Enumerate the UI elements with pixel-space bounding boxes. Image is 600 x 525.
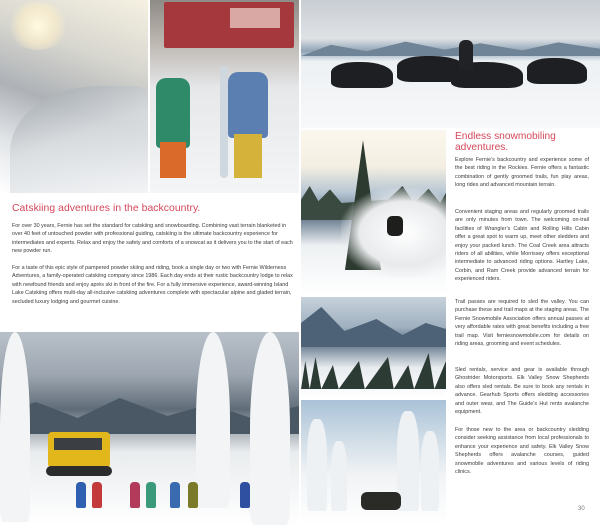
snow-covered-tree bbox=[421, 431, 439, 511]
snow-covered-tree bbox=[307, 419, 327, 511]
riders-group bbox=[361, 492, 401, 510]
skier-blue-jacket bbox=[228, 72, 268, 138]
snowcat-window bbox=[54, 438, 102, 450]
powder-spray bbox=[10, 86, 148, 193]
valley-view-photo bbox=[301, 297, 446, 398]
snowmobile bbox=[331, 62, 393, 88]
sled-rider bbox=[387, 216, 403, 236]
sun-glare bbox=[6, 2, 70, 50]
catskiing-paragraph-1: For over 30 years, Fernie has set the standard for catskiing and snowboarding. Combining vast terrain blanketed in over 40 feet of untouched powder with professional guiding, catskiing is the ultimate backcountry experience for intermediates and experts. Relax and enjoy the safety and comforts of a snowcat as it delivers you to the start of each new powder run. bbox=[12, 223, 293, 255]
snow-covered-tree bbox=[0, 332, 30, 522]
powder-skier-photo bbox=[0, 0, 148, 193]
skier bbox=[92, 482, 102, 508]
snow-ghosts-photo bbox=[301, 400, 446, 525]
tree-line bbox=[301, 349, 446, 389]
mountain-range bbox=[301, 307, 446, 347]
snowmobiling-paragraph-1: Explore Fernie’s backcountry and experience some of the best riding in the Rockies. Fernie offers a fantastic combination of gently groomed trails, fun play areas, long rides and advanced mountain terrain. bbox=[455, 157, 589, 189]
catskiing-paragraph-2: For a taste of this epic style of pampered powder skiing and riding, book a single day or two with Fernie Wilderness Adventures, a family-operated catskiing company since 1986. Each day ends at their rustic backcountry lodge to relax with newfound friends and enjoy après ski in front of the fire. For a fully immersive experience, award-winning Island Lake Catskiing offers multi-day all-inclusive catskiing adventures complete with spectacular alpine and gladed terrain, secluded luxury lodging and gourmet cuisine. bbox=[12, 265, 293, 305]
snowcat-track bbox=[46, 466, 112, 476]
snowmobiling-paragraph-4: Sled rentals, service and gear is available through Ghostrider Motorsports. Elk Valley Snow Shepherds also offers sled rentals. Be sure to book any rentals in advance. Gearhub Sports offers sledding accessories and outer wear, and The Guide’s Hut rents avalanche equipment. bbox=[455, 367, 589, 416]
page-number: 30 bbox=[578, 506, 585, 512]
skier bbox=[188, 482, 198, 508]
skier bbox=[76, 482, 86, 508]
skier bbox=[130, 482, 140, 508]
snow-covered-tree bbox=[331, 441, 347, 511]
snowmobiling-paragraph-3: Trail passes are required to sled the valley. You can purchase these and trail maps at the staging areas. The Fernie Snowmobile Association offers annual passes at very affordable rates with great benefits including a free trail map. Visit ferniesnowmobile.com for details on riding areas, grooming and event schedules. bbox=[455, 299, 589, 348]
snowmobiling-heading: Endless snowmobiling adventures. bbox=[455, 131, 556, 153]
snow-covered-tree bbox=[250, 332, 290, 525]
snowboard bbox=[220, 66, 228, 178]
snowmobile-group-photo bbox=[301, 0, 600, 128]
snowmobile bbox=[527, 58, 587, 84]
snowcat-group-photo bbox=[0, 332, 299, 525]
snowmobiling-paragraph-5: For those new to the area or backcountry sledding consider seeking assistance from local professionals to enhance your experience and safety. Elk Valley Snow Shepherds offers avalanche courses, guided snowmobile adventures and various levels of riding clinics. bbox=[455, 427, 589, 476]
snowcat-window bbox=[230, 8, 280, 28]
mountain-ridge bbox=[301, 40, 600, 56]
snow-covered-tree bbox=[196, 332, 230, 508]
skiers-by-snowcat-photo bbox=[150, 0, 299, 193]
catskiing-heading: Catskiing adventures in the backcountry. bbox=[12, 203, 201, 214]
standing-rider bbox=[459, 40, 473, 70]
skier-yellow-pants bbox=[234, 134, 262, 178]
snowmobiling-paragraph-2: Convenient staging areas and regularly groomed trails are only minutes from town. The welcoming on-trail facilities of Wrangler’s Cabin and Rolling Hills Cabin offer a great spot to warm up, meet other sledders and enjoy your packed lunch. The Coal Creek area attracts riders of all abilities, while Morrissey offers exceptional intermediate to advanced riding options. Hartley Lake, Corbin, and Ram Creek provide advanced terrain for experienced riders. bbox=[455, 209, 589, 283]
skier-orange-pants bbox=[160, 142, 186, 178]
snowmobile-powder-photo bbox=[301, 130, 446, 295]
skier bbox=[146, 482, 156, 508]
skier bbox=[240, 482, 250, 508]
skier-green-jacket bbox=[156, 78, 190, 148]
skier bbox=[170, 482, 180, 508]
